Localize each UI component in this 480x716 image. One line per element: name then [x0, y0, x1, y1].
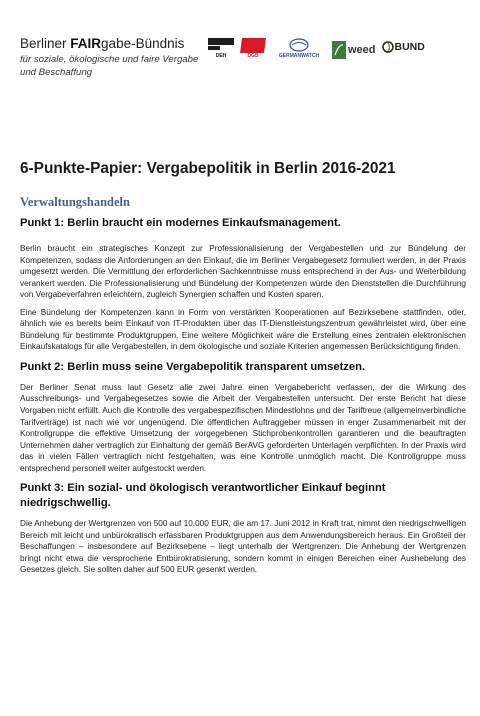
point-3-heading: Punkt 3: Ein sozial- und ökologisch verantwortlicher Einkauf beginnt niedrigschwellig.: [20, 482, 386, 510]
alliance-name: Berliner FAIRgabe-Bündnis: [20, 36, 185, 51]
point-1-heading: Punkt 1: Berlin braucht ein modernes Einkaufsmanagement.: [20, 217, 341, 229]
point-3-paragraph-1: Die Anhebung der Wertgrenzen von 500 auf 10.000 EUR, die am 17. Juni 2012 in Kraft trat, nimmt den niedrigschwelligen Bereich mit leicht und unbürokratisch erfassbaren Produktgruppen aus dem Anwendungsbereich heraus. Ein Großteil der Beschaffungen – insbesondere auf Bezirksebene – liegt unterhalb der Wertgrenzen. Die Anhebung der Wertgrenzen bringt nicht etwa die versprochene Entbürokratisierung, sondern kommt in einigen Bereichen einer Aushebelung des Gesetzes gleich. Sie sollten daher auf 500 EUR gesenkt werden.: [20, 519, 466, 575]
letterhead: [20, 36, 470, 86]
alliance-name-fair: FAIR: [70, 36, 102, 51]
point-1-paragraph-1: Berlin braucht ein strategisches Konzept zur Professionalisierung der Vergabestellen und zur Bündelung der Kompetenzen, sodass die Anforderungen an den Einkauf, die im Berliner Vergabegesetz formuliert werden, in der Praxis umgesetzt werden. Die Vermittlung der erforderlichen Sachkenntnisse muss entsprechend in der Aus- und Weiterbildung verankert werden. Die Professionalisierung und Bündelung der Kompetenzen würde den Dienststellen die Durchführung von Vergabeverfahren erleichtern, zugleich Synergien schaffen und Kosten sparen.: [20, 244, 466, 300]
point-1-paragraph-2: Eine Bündelung der Kompetenzen kann in Form von verstärkten Kooperationen auf Bezirksebene stattfinden, oder, ähnlich wie es bereits beim Einkauf von IT-Produkten über das IT-Dienstleistungszentrum gewährleistet wird, über eine Bündelung für bestimmte Produktgruppen. Eine weitere Möglichkeit wäre die Erstellung eines zentralen elektronischen Einkaufskatalogs für alle Vergabestellen, in dem ökologische und soziale Kriterien angemessen Berücksichtigung finden.: [20, 307, 466, 352]
document-title: 6-Punkte-Papier: Vergabepolitik in Berlin 2016-2021: [20, 160, 396, 177]
deh-logo: DEH: [208, 38, 234, 59]
section-heading: Verwaltungshandeln: [20, 195, 130, 209]
bund-logo: BUND: [382, 41, 425, 53]
point-2-heading: Punkt 2: Berlin muss seine Vergabepolitik transparent umsetzen.: [20, 360, 366, 373]
weed-logo: weed: [332, 41, 376, 59]
germanwatch-logo: GERMANWATCH: [272, 38, 326, 59]
alliance-tagline: für soziale, ökologische und faire Vergabe und Beschaffung: [20, 54, 199, 78]
point-2-paragraph-1: Der Berliner Senat muss laut Gesetz alle zwei Jahre einen Vergabebericht verfassen, der die Wirkung des Ausschreibungs- und Vergabegesetzes sowie die Arbeit der Vergabestellen untersucht. Der erste Bericht hat diese Vorgaben nicht erfüllt. Auch die Kontrolle des vergabespezifischen Mindestlohns und der Tariftreue (allgemeinverbindliche Tarifverträge) ist nach wie vor ungenügend. Die öffentlichen Auftraggeber müssen in enger Zusammenarbeit mit der Kontrollgruppe die effektive Umsetzung der vorgegebenen Stichprobenkontrollen garantieren und die beauftragten Unternehmen daher vertraglich zur Einhaltung der gemäß BerAVG geforderten Unterlagen verpflichten. In der Praxis wird das in vielen Fällen vertraglich nicht festgehalten, was eine Kontrolle unmöglich macht. Die Kontrollgruppe muss entsprechend personell weiter aufgestockt werden.: [20, 382, 466, 473]
dgb-logo: DGB: [240, 38, 266, 59]
partner-logos: [208, 38, 425, 59]
document-body: [20, 160, 466, 576]
